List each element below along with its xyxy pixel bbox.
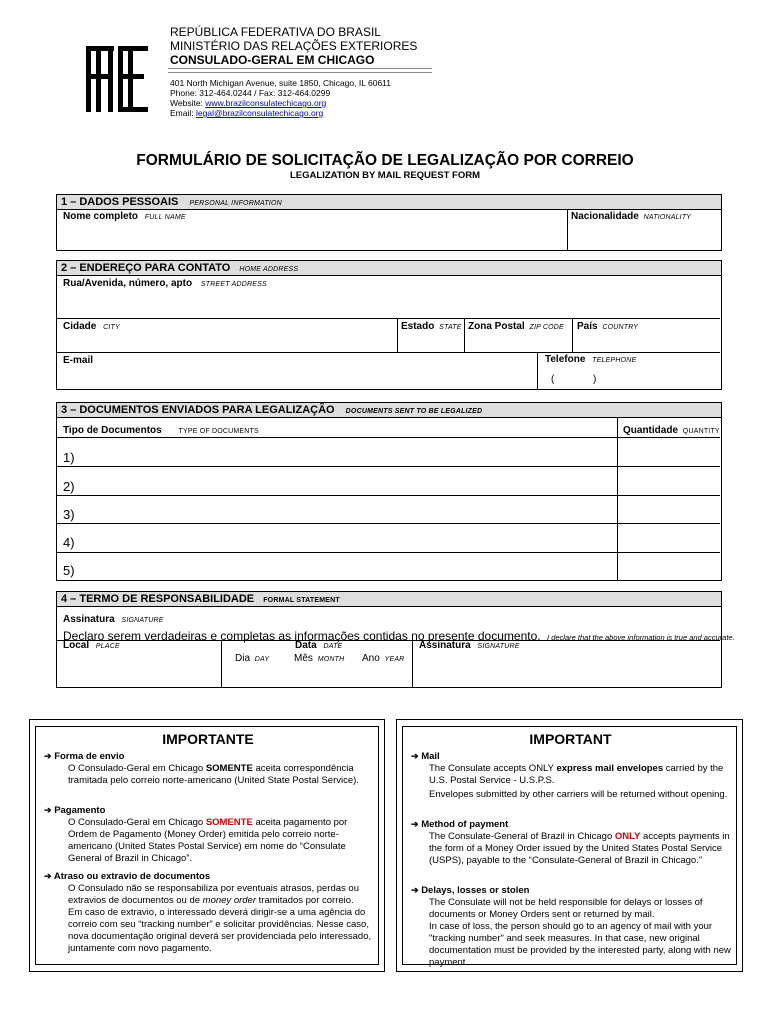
website-link[interactable]: www.brazilconsulatechicago.org bbox=[205, 98, 327, 108]
divider bbox=[464, 318, 465, 352]
street-label bbox=[63, 278, 267, 289]
en-mail-text bbox=[429, 763, 733, 802]
signature-label-en: SIGNATURE bbox=[121, 617, 164, 624]
importante-inner bbox=[35, 726, 379, 965]
pt-payment-text-b: SOMENTE bbox=[205, 817, 253, 828]
arrow-right-icon: ➔ bbox=[44, 871, 52, 881]
arrow-right-icon: ➔ bbox=[44, 751, 52, 761]
month-label-en: MONTH bbox=[317, 656, 345, 663]
en-payment-heading: Method of payment bbox=[421, 819, 509, 830]
doc-row-1: 1) bbox=[63, 450, 75, 465]
header-ministry: MINISTÉRIO DAS RELAÇÕES EXTERIORES bbox=[170, 39, 418, 53]
divider bbox=[57, 466, 720, 467]
header-divider bbox=[168, 68, 432, 73]
important-inner bbox=[402, 726, 737, 968]
pt-item-delay bbox=[44, 871, 210, 882]
telephone-label bbox=[545, 354, 636, 365]
pt-delay-text-a: O Consulado não se responsabiliza por eventuais atrasos, perdas ou extravios de documentos ou de bbox=[68, 883, 359, 906]
en-payment-text-a: The Consulate-General of Brazil in Chicago bbox=[429, 831, 615, 842]
section-2-title: 2 – ENDEREÇO PARA CONTATO bbox=[61, 262, 231, 274]
zip-label-en: ZIP CODE bbox=[529, 324, 564, 331]
section-3-header bbox=[57, 403, 721, 418]
section-1-header bbox=[57, 195, 721, 210]
day-label bbox=[235, 653, 269, 664]
en-payment-text-b: ONLY bbox=[614, 831, 641, 842]
doc-row-4: 4) bbox=[63, 535, 75, 550]
header-consulate: CONSULADO-GERAL EM CHICAGO bbox=[170, 53, 375, 67]
full-name-label bbox=[63, 211, 186, 222]
doc-row-2: 2) bbox=[63, 479, 75, 494]
svg-text:AE: AE bbox=[117, 116, 119, 117]
zip-label-pt: Zona Postal bbox=[468, 321, 525, 332]
city-label-pt: Cidade bbox=[63, 321, 97, 332]
place-label-en: PLACE bbox=[95, 643, 120, 650]
doc-type-label-pt: Tipo de Documentos bbox=[63, 425, 162, 436]
pt-delay-heading: Atraso ou extravio de documentos bbox=[53, 871, 211, 882]
pt-delay-text-d: Em caso de extravio, o interessado deverá dirigir-se a uma agência do correio com seu “tracking number” e solicitar providências. Nesse caso, nova documentação original deverá ser providenciada pelo interessado, juntamente com novo pagamento. bbox=[68, 907, 372, 954]
signature2-label-en: SIGNATURE bbox=[477, 643, 520, 650]
street-field[interactable] bbox=[59, 291, 719, 315]
country-label-pt: País bbox=[577, 321, 598, 332]
pt-payment-text bbox=[68, 817, 378, 865]
telephone-label-en: TELEPHONE bbox=[592, 357, 637, 364]
pt-shipping-text bbox=[68, 763, 378, 787]
month-label bbox=[294, 653, 344, 664]
state-label bbox=[401, 321, 462, 332]
full-name-field[interactable] bbox=[59, 223, 564, 248]
website-label: Website: bbox=[170, 98, 203, 108]
divider bbox=[567, 209, 568, 250]
email-label: Email: bbox=[170, 108, 194, 118]
en-payment-text-c: accepts payments in the form of a Money Order issued by the United States Postal Service (USPS), payable to the “Consulate-General of Brazil in Chicago.” bbox=[429, 831, 730, 866]
en-mail-text-d: Envelopes submitted by other carriers will be returned without opening. bbox=[429, 789, 728, 800]
date-field[interactable] bbox=[223, 664, 410, 686]
doc-type-label-en: TYPE OF DOCUMENTS bbox=[178, 428, 259, 435]
city-field[interactable] bbox=[59, 333, 395, 351]
zip-label bbox=[468, 321, 564, 332]
country-field[interactable] bbox=[574, 333, 718, 351]
en-delay-text bbox=[429, 897, 733, 969]
state-field[interactable] bbox=[399, 333, 462, 351]
important-title: IMPORTANT bbox=[529, 731, 612, 747]
street-label-pt: Rua/Avenida, número, apto bbox=[63, 278, 193, 289]
area-code-open: ( bbox=[551, 374, 555, 385]
pt-payment-text-c: aceita pagamento por Ordem de Pagamento (Money Order) emitida pelo correio norte-americano (United States Postal Service) em nome do “Consulate General of Brazil in Chicago”. bbox=[68, 817, 348, 864]
place-label bbox=[63, 640, 120, 651]
doc-row-3: 3) bbox=[63, 507, 75, 522]
quantity-label-en: QUANTITY bbox=[682, 428, 720, 435]
arrow-right-icon: ➔ bbox=[44, 805, 52, 815]
date-label bbox=[295, 640, 342, 651]
country-label bbox=[577, 321, 638, 332]
section-2-title-en: HOME ADDRESS bbox=[239, 266, 299, 273]
en-mail-text-a: The Consulate accepts ONLY bbox=[429, 763, 557, 774]
divider bbox=[57, 552, 720, 553]
day-label-en: DAY bbox=[254, 656, 270, 663]
email-link[interactable]: legal@brazilconsulatechicago.org bbox=[196, 108, 324, 118]
divider bbox=[412, 640, 413, 687]
quantity-label bbox=[623, 425, 720, 436]
nationality-label-pt: Nacionalidade bbox=[571, 211, 639, 222]
header-email bbox=[170, 108, 323, 119]
form-subtitle: LEGALIZATION BY MAIL REQUEST FORM bbox=[290, 170, 480, 181]
pt-shipping-heading: Forma de envio bbox=[54, 751, 125, 762]
state-label-en: STATE bbox=[439, 324, 462, 331]
en-mail-heading: Mail bbox=[421, 751, 440, 762]
divider bbox=[57, 523, 720, 524]
section-4-header bbox=[57, 592, 721, 607]
divider bbox=[537, 352, 538, 389]
form-title: FORMULÁRIO DE SOLICITAÇÃO DE LEGALIZAÇÃO POR CORREIO bbox=[136, 152, 634, 169]
doc-type-label bbox=[63, 425, 259, 436]
pt-item-payment bbox=[44, 805, 105, 816]
pt-payment-text-a: O Consulado-Geral em Chicago bbox=[68, 817, 206, 828]
pt-payment-heading: Pagamento bbox=[54, 805, 106, 816]
en-delay-heading: Delays, losses or stolen bbox=[421, 885, 530, 896]
doc-row-5: 5) bbox=[63, 563, 75, 578]
importante-title: IMPORTANTE bbox=[162, 731, 254, 747]
full-name-label-en: FULL NAME bbox=[144, 214, 186, 221]
arrow-right-icon: ➔ bbox=[411, 885, 419, 895]
arrow-right-icon: ➔ bbox=[411, 819, 419, 829]
pt-shipping-text-b: SOMENTE bbox=[205, 763, 253, 774]
signature2-label bbox=[419, 640, 520, 651]
divider bbox=[57, 352, 720, 353]
section-3-title: 3 – DOCUMENTOS ENVIADOS PARA LEGALIZAÇÃO bbox=[61, 404, 335, 416]
divider bbox=[57, 495, 720, 496]
arrow-right-icon: ➔ bbox=[411, 751, 419, 761]
divider bbox=[617, 417, 618, 580]
telephone-input[interactable] bbox=[539, 367, 719, 387]
en-mail-text-b: express mail envelopes bbox=[556, 763, 664, 774]
telephone-label-pt: Telefone bbox=[545, 354, 586, 365]
year-label-en: YEAR bbox=[384, 656, 405, 663]
divider bbox=[572, 318, 573, 352]
year-label bbox=[362, 653, 404, 664]
section-1-title: 1 – DADOS PESSOAIS bbox=[61, 196, 179, 208]
date-label-en: DATE bbox=[323, 643, 343, 650]
year-label-pt: Ano bbox=[362, 653, 380, 664]
section-personal-info bbox=[56, 194, 722, 251]
pt-delay-text-c: tramitados por correio. bbox=[256, 895, 354, 906]
place-label-pt: Local bbox=[63, 640, 90, 651]
en-delay-text-a: The Consulate will not be held responsible for delays or losses of documents or Money Orders sent or returned by mail. bbox=[429, 897, 703, 920]
signature-label bbox=[63, 614, 164, 625]
declaration-en: I declare that the above information is true and accurate. bbox=[547, 633, 735, 642]
full-name-label-pt: Nome completo bbox=[63, 211, 139, 222]
nationality-label-en: NATIONALITY bbox=[643, 214, 692, 221]
header-phone: Phone: 312-464.0244 / Fax: 312-464.0299 bbox=[170, 88, 331, 98]
section-2-header bbox=[57, 261, 721, 276]
section-3-title-en: DOCUMENTS SENT TO BE LEGALIZED bbox=[345, 408, 483, 415]
section-home-address bbox=[56, 260, 722, 390]
email-input[interactable] bbox=[59, 367, 535, 387]
declaration bbox=[63, 627, 735, 645]
month-label-pt: Mês bbox=[294, 653, 313, 664]
pt-delay-text-b: money order bbox=[202, 895, 257, 906]
en-delay-text-b: In case of loss, the person should go to an agency of mail with your "tracking number" and seek measures. In that case, new original documentation must be provided by the interested party, along with new payment. bbox=[429, 921, 731, 968]
quantity-label-pt: Quantidade bbox=[623, 425, 679, 436]
pt-delay-text bbox=[68, 883, 378, 955]
section-1-title-en: PERSONAL INFORMATION bbox=[189, 200, 282, 207]
pt-shipping-text-c: aceita correspondência tramitada pelo correio norte-americano (United State Postal Service). bbox=[68, 763, 359, 786]
nationality-field[interactable] bbox=[569, 223, 717, 248]
pt-item-shipping bbox=[44, 751, 124, 762]
signature2-label-pt: Assinatura bbox=[419, 640, 471, 651]
section-documents bbox=[56, 402, 722, 581]
divider bbox=[57, 640, 720, 641]
divider bbox=[57, 318, 720, 319]
en-item-payment bbox=[411, 819, 508, 830]
importante-box bbox=[29, 719, 385, 972]
en-item-mail bbox=[411, 751, 440, 762]
date-label-pt: Data bbox=[295, 640, 317, 651]
pt-shipping-text-a: O Consulado-Geral em Chicago bbox=[68, 763, 206, 774]
street-label-en: STREET ADDRESS bbox=[200, 281, 267, 288]
place-field[interactable] bbox=[59, 652, 219, 686]
city-label-en: CITY bbox=[103, 324, 120, 331]
city-label bbox=[63, 321, 120, 332]
header-website bbox=[170, 98, 326, 109]
section-4-title-en: FORMAL STATEMENT bbox=[263, 597, 340, 604]
email-field-label: E-mail bbox=[63, 355, 94, 366]
signature-field[interactable] bbox=[414, 652, 718, 686]
area-code-close: ) bbox=[593, 374, 597, 385]
consulate-logo bbox=[84, 40, 150, 116]
day-label-pt: Dia bbox=[235, 653, 251, 664]
declaration-pt: Declaro serem verdadeiras e completas as informações contidas no presente documento. bbox=[63, 629, 541, 643]
header-address: 401 North Michigan Avenue, suite 1850, Chicago, IL 60611 bbox=[170, 78, 391, 88]
country-label-en: COUNTRY bbox=[602, 324, 639, 331]
divider bbox=[221, 640, 222, 687]
en-mail-text-c: carried by the U.S. Postal Service - U.S.P.S. bbox=[429, 763, 724, 786]
nationality-label bbox=[571, 211, 691, 222]
state-label-pt: Estado bbox=[401, 321, 435, 332]
important-box bbox=[396, 719, 743, 972]
en-payment-text bbox=[429, 831, 733, 867]
signature-label-pt: Assinatura bbox=[63, 614, 115, 625]
header-republic: REPÚBLICA FEDERATIVA DO BRASIL bbox=[170, 25, 381, 39]
divider bbox=[57, 437, 720, 438]
zip-field[interactable] bbox=[466, 333, 570, 351]
section-4-title: 4 – TERMO DE RESPONSABILIDADE bbox=[61, 593, 255, 605]
section-formal-statement bbox=[56, 591, 735, 688]
en-item-delay bbox=[411, 885, 529, 896]
divider bbox=[397, 318, 398, 352]
logo-emblem-icon bbox=[84, 40, 150, 116]
